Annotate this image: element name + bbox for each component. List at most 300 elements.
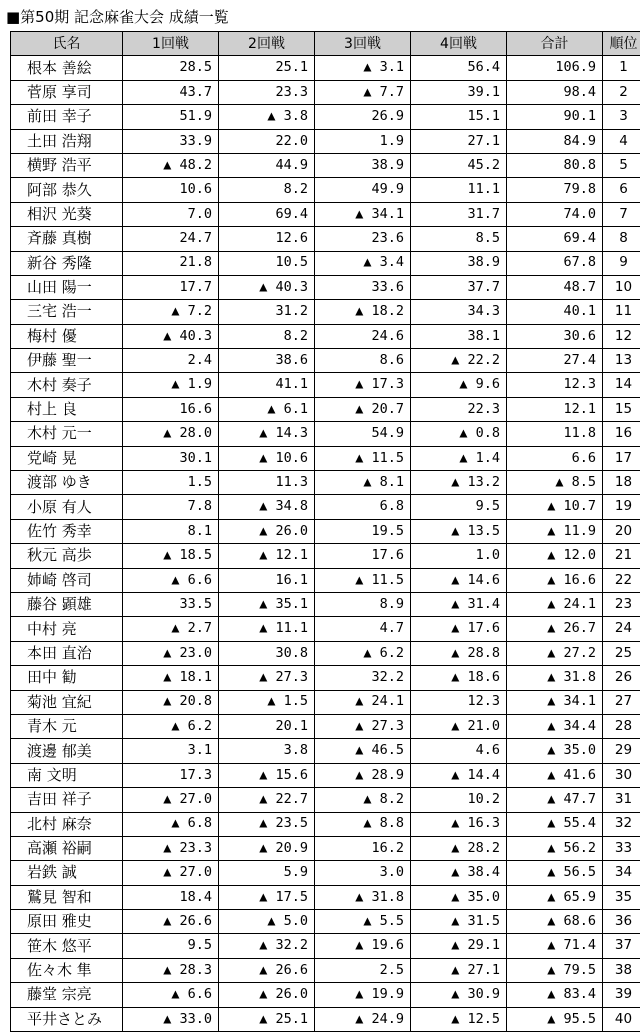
rank: 36 [603,910,640,934]
table-row [11,519,640,543]
round-3-score: 38.9 [315,153,411,177]
player-name: 藤堂 宗亮 [11,983,123,1007]
rank: 31 [603,788,640,812]
total-score: ▲ 47.7 [507,788,603,812]
round-2-score: 8.2 [219,324,315,348]
round-3-score: 4.7 [315,617,411,641]
round-2-score: 5.9 [219,861,315,885]
round-4-score: 8.5 [411,227,507,251]
round-4-score: ▲ 35.0 [411,885,507,909]
round-1-score: ▲ 28.0 [123,422,219,446]
round-3-score: 33.6 [315,275,411,299]
table-row [11,763,640,787]
round-1-score: 8.1 [123,519,219,543]
table-row [11,56,640,80]
player-name: 伊藤 聖一 [11,349,123,373]
total-score: 69.4 [507,227,603,251]
round-2-score: 8.2 [219,178,315,202]
player-name: 土田 浩翔 [11,129,123,153]
rank: 33 [603,836,640,860]
player-name: 阿部 恭久 [11,178,123,202]
round-4-score: ▲ 18.6 [411,666,507,690]
player-name: 木村 元一 [11,422,123,446]
rank: 5 [603,153,640,177]
round-2-score: ▲ 25.1 [219,1007,315,1031]
results-table [10,31,640,1032]
table-row [11,471,640,495]
round-1-score: ▲ 6.2 [123,714,219,738]
round-2-score: 20.1 [219,714,315,738]
rank: 32 [603,812,640,836]
player-name: 渡邊 郁美 [11,739,123,763]
rank: 23 [603,592,640,616]
round-3-score: 24.6 [315,324,411,348]
total-score: ▲ 34.1 [507,690,603,714]
round-2-score: ▲ 12.1 [219,544,315,568]
rank: 25 [603,641,640,665]
round-3-score: ▲ 19.6 [315,934,411,958]
round-4-score: 39.1 [411,80,507,104]
round-4-score: ▲ 28.2 [411,836,507,860]
round-1-score: 1.5 [123,471,219,495]
round-2-score: ▲ 23.5 [219,812,315,836]
player-name: 村上 良 [11,397,123,421]
player-name: 姉崎 啓司 [11,568,123,592]
total-score: 12.3 [507,373,603,397]
rank: 4 [603,129,640,153]
table-row [11,251,640,275]
round-4-score: ▲ 28.8 [411,641,507,665]
round-2-score: ▲ 27.3 [219,666,315,690]
total-score: ▲ 11.9 [507,519,603,543]
round-2-score: ▲ 11.1 [219,617,315,641]
round-4-score: ▲ 17.6 [411,617,507,641]
round-4-score: ▲ 29.1 [411,934,507,958]
header-row [11,32,640,56]
round-1-score: ▲ 40.3 [123,324,219,348]
table-row [11,958,640,982]
player-name: 鷲見 智和 [11,885,123,909]
rank: 18 [603,471,640,495]
table-row [11,910,640,934]
player-name: 党崎 晃 [11,446,123,470]
player-name: 南 文明 [11,763,123,787]
table-row [11,714,640,738]
table-row [11,934,640,958]
player-name: 吉田 祥子 [11,788,123,812]
table-row [11,300,640,324]
table-row [11,397,640,421]
player-name: 前田 幸子 [11,105,123,129]
total-score: 30.6 [507,324,603,348]
rank: 7 [603,202,640,226]
round-1-score: ▲ 1.9 [123,373,219,397]
total-score: 79.8 [507,178,603,202]
player-name: 横野 浩平 [11,153,123,177]
round-2-score: ▲ 5.0 [219,910,315,934]
round-3-score: ▲ 11.5 [315,446,411,470]
round-3-score: 1.9 [315,129,411,153]
table-row [11,80,640,104]
rank: 29 [603,739,640,763]
round-1-score: ▲ 48.2 [123,153,219,177]
rank: 12 [603,324,640,348]
round-4-score: ▲ 13.2 [411,471,507,495]
rank: 10 [603,275,640,299]
round-3-score: ▲ 3.4 [315,251,411,275]
round-1-score: 10.6 [123,178,219,202]
round-4-score: 38.1 [411,324,507,348]
round-2-score: ▲ 1.5 [219,690,315,714]
round-3-score: 19.5 [315,519,411,543]
round-2-score: ▲ 26.0 [219,519,315,543]
table-row [11,275,640,299]
header-round-3: 3回戦 [315,32,411,56]
rank: 19 [603,495,640,519]
round-1-score: 9.5 [123,934,219,958]
round-4-score: 10.2 [411,788,507,812]
round-2-score: 22.0 [219,129,315,153]
round-4-score: 22.3 [411,397,507,421]
rank: 24 [603,617,640,641]
round-2-score: 16.1 [219,568,315,592]
rank: 35 [603,885,640,909]
table-row [11,641,640,665]
table-row [11,788,640,812]
player-name: 青木 元 [11,714,123,738]
round-1-score: 43.7 [123,80,219,104]
total-score: ▲ 31.8 [507,666,603,690]
rank: 26 [603,666,640,690]
round-2-score: ▲ 3.8 [219,105,315,129]
round-1-score: ▲ 20.8 [123,690,219,714]
round-4-score: ▲ 14.6 [411,568,507,592]
rank: 30 [603,763,640,787]
round-3-score: ▲ 24.9 [315,1007,411,1031]
table-row [11,544,640,568]
round-2-score: 3.8 [219,739,315,763]
table-row [11,666,640,690]
round-1-score: 51.9 [123,105,219,129]
rank: 27 [603,690,640,714]
round-1-score: 17.3 [123,763,219,787]
rank: 34 [603,861,640,885]
header-round-4: 4回戦 [411,32,507,56]
rank: 38 [603,958,640,982]
round-2-score: ▲ 17.5 [219,885,315,909]
total-score: 12.1 [507,397,603,421]
round-1-score: 18.4 [123,885,219,909]
round-3-score: ▲ 7.7 [315,80,411,104]
round-3-score: ▲ 27.3 [315,714,411,738]
total-score: ▲ 24.1 [507,592,603,616]
round-2-score: ▲ 15.6 [219,763,315,787]
round-3-score: 8.6 [315,349,411,373]
total-score: 11.8 [507,422,603,446]
round-4-score: 27.1 [411,129,507,153]
round-1-score: 33.5 [123,592,219,616]
round-3-score: ▲ 28.9 [315,763,411,787]
round-4-score: ▲ 30.9 [411,983,507,1007]
round-1-score: 28.5 [123,56,219,80]
round-1-score: 7.8 [123,495,219,519]
player-name: 佐々木 隼 [11,958,123,982]
round-4-score: 1.0 [411,544,507,568]
table-row [11,422,640,446]
round-2-score: 30.8 [219,641,315,665]
player-name: 三宅 浩一 [11,300,123,324]
round-3-score: 16.2 [315,836,411,860]
player-name: 佐竹 秀幸 [11,519,123,543]
round-4-score: 56.4 [411,56,507,80]
table-row [11,568,640,592]
total-score: 98.4 [507,80,603,104]
player-name: 木村 奏子 [11,373,123,397]
player-name: 山田 陽一 [11,275,123,299]
header-round-1: 1回戦 [123,32,219,56]
total-score: ▲ 34.4 [507,714,603,738]
round-2-score: ▲ 35.1 [219,592,315,616]
total-score: ▲ 71.4 [507,934,603,958]
round-4-score: ▲ 1.4 [411,446,507,470]
round-4-score: ▲ 31.5 [411,910,507,934]
round-4-score: ▲ 16.3 [411,812,507,836]
round-1-score: 7.0 [123,202,219,226]
table-row [11,690,640,714]
total-score: 67.8 [507,251,603,275]
round-2-score: ▲ 40.3 [219,275,315,299]
total-score: ▲ 55.4 [507,812,603,836]
round-3-score: 32.2 [315,666,411,690]
round-3-score: ▲ 31.8 [315,885,411,909]
rank: 40 [603,1007,640,1031]
rank: 17 [603,446,640,470]
header-name: 氏名 [11,32,123,56]
round-2-score: ▲ 6.1 [219,397,315,421]
rank: 11 [603,300,640,324]
rank: 3 [603,105,640,129]
round-2-score: ▲ 32.2 [219,934,315,958]
total-score: 106.9 [507,56,603,80]
total-score: 40.1 [507,300,603,324]
player-name: 平井さとみ [11,1007,123,1031]
round-1-score: ▲ 7.2 [123,300,219,324]
total-score: 90.1 [507,105,603,129]
round-2-score: 69.4 [219,202,315,226]
round-1-score: ▲ 27.0 [123,861,219,885]
round-1-score: 17.7 [123,275,219,299]
table-row [11,885,640,909]
round-3-score: ▲ 46.5 [315,739,411,763]
player-name: 原田 雅史 [11,910,123,934]
round-4-score: 37.7 [411,275,507,299]
player-name: 藤谷 顕雄 [11,592,123,616]
player-name: 北村 麻奈 [11,812,123,836]
table-row [11,227,640,251]
table-row [11,617,640,641]
round-1-score: ▲ 33.0 [123,1007,219,1031]
player-name: 斉藤 真樹 [11,227,123,251]
round-2-score: 23.3 [219,80,315,104]
round-1-score: ▲ 6.6 [123,568,219,592]
round-4-score: 15.1 [411,105,507,129]
round-3-score: ▲ 18.2 [315,300,411,324]
round-4-score: ▲ 13.5 [411,519,507,543]
round-2-score: ▲ 14.3 [219,422,315,446]
round-3-score: ▲ 19.9 [315,983,411,1007]
table-row [11,495,640,519]
player-name: 秋元 高歩 [11,544,123,568]
round-2-score: ▲ 34.8 [219,495,315,519]
rank: 13 [603,349,640,373]
round-4-score: ▲ 21.0 [411,714,507,738]
total-score: ▲ 27.2 [507,641,603,665]
round-3-score: 26.9 [315,105,411,129]
round-2-score: 12.6 [219,227,315,251]
round-2-score: 38.6 [219,349,315,373]
table-row [11,129,640,153]
table-row [11,861,640,885]
round-4-score: ▲ 31.4 [411,592,507,616]
rank: 16 [603,422,640,446]
round-3-score: 49.9 [315,178,411,202]
header-round-2: 2回戦 [219,32,315,56]
player-name: 岩鉄 誠 [11,861,123,885]
round-4-score: ▲ 22.2 [411,349,507,373]
round-4-score: ▲ 38.4 [411,861,507,885]
round-4-score: 38.9 [411,251,507,275]
round-3-score: 23.6 [315,227,411,251]
round-4-score: ▲ 0.8 [411,422,507,446]
total-score: 27.4 [507,349,603,373]
player-name: 中村 亮 [11,617,123,641]
total-score: 74.0 [507,202,603,226]
round-4-score: 34.3 [411,300,507,324]
page-title: ■第50期 記念麻雀大会 成績一覧 [6,6,229,28]
rank: 14 [603,373,640,397]
round-4-score: 11.1 [411,178,507,202]
player-name: 根本 善絵 [11,56,123,80]
player-name: 本田 直治 [11,641,123,665]
player-name: 梅村 優 [11,324,123,348]
table-row [11,592,640,616]
round-2-score: ▲ 20.9 [219,836,315,860]
player-name: 新谷 秀隆 [11,251,123,275]
total-score: ▲ 56.5 [507,861,603,885]
table-row [11,153,640,177]
total-score: ▲ 35.0 [507,739,603,763]
round-2-score: 41.1 [219,373,315,397]
round-3-score: ▲ 8.2 [315,788,411,812]
table-row [11,202,640,226]
round-4-score: ▲ 9.6 [411,373,507,397]
round-1-score: ▲ 6.8 [123,812,219,836]
rank: 8 [603,227,640,251]
player-name: 菅原 享司 [11,80,123,104]
round-3-score: ▲ 8.8 [315,812,411,836]
rank: 9 [603,251,640,275]
total-score: ▲ 95.5 [507,1007,603,1031]
total-score: ▲ 41.6 [507,763,603,787]
round-2-score: ▲ 22.7 [219,788,315,812]
round-4-score: 9.5 [411,495,507,519]
round-1-score: ▲ 23.0 [123,641,219,665]
table-row [11,739,640,763]
total-score: 84.9 [507,129,603,153]
total-score: ▲ 65.9 [507,885,603,909]
total-score: 80.8 [507,153,603,177]
round-1-score: 21.8 [123,251,219,275]
round-1-score: ▲ 6.6 [123,983,219,1007]
total-score: ▲ 10.7 [507,495,603,519]
round-1-score: ▲ 23.3 [123,836,219,860]
table-row [11,349,640,373]
table-row [11,836,640,860]
total-score: ▲ 16.6 [507,568,603,592]
round-2-score: 11.3 [219,471,315,495]
round-2-score: 10.5 [219,251,315,275]
round-4-score: ▲ 12.5 [411,1007,507,1031]
round-3-score: ▲ 11.5 [315,568,411,592]
round-4-score: ▲ 14.4 [411,763,507,787]
rank: 37 [603,934,640,958]
round-1-score: 24.7 [123,227,219,251]
player-name: 相沢 光葵 [11,202,123,226]
round-3-score: ▲ 20.7 [315,397,411,421]
rank: 22 [603,568,640,592]
player-name: 小原 有人 [11,495,123,519]
round-4-score: 4.6 [411,739,507,763]
table-row [11,983,640,1007]
rank: 21 [603,544,640,568]
rank: 15 [603,397,640,421]
header-total: 合計 [507,32,603,56]
round-1-score: ▲ 27.0 [123,788,219,812]
round-2-score: ▲ 10.6 [219,446,315,470]
total-score: ▲ 12.0 [507,544,603,568]
player-name: 菊池 宜紀 [11,690,123,714]
round-2-score: ▲ 26.0 [219,983,315,1007]
total-score: 48.7 [507,275,603,299]
round-3-score: ▲ 17.3 [315,373,411,397]
round-4-score: 31.7 [411,202,507,226]
total-score: ▲ 83.4 [507,983,603,1007]
rank: 39 [603,983,640,1007]
player-name: 田中 勧 [11,666,123,690]
round-1-score: 3.1 [123,739,219,763]
round-3-score: 17.6 [315,544,411,568]
round-3-score: 8.9 [315,592,411,616]
rank: 2 [603,80,640,104]
rank: 28 [603,714,640,738]
round-3-score: ▲ 5.5 [315,910,411,934]
table-row [11,446,640,470]
round-1-score: ▲ 18.1 [123,666,219,690]
total-score: ▲ 8.5 [507,471,603,495]
rank: 20 [603,519,640,543]
player-name: 渡部 ゆき [11,471,123,495]
round-3-score: 54.9 [315,422,411,446]
round-3-score: ▲ 3.1 [315,56,411,80]
round-1-score: ▲ 18.5 [123,544,219,568]
table-row [11,812,640,836]
round-3-score: ▲ 6.2 [315,641,411,665]
round-2-score: ▲ 26.6 [219,958,315,982]
round-4-score: 12.3 [411,690,507,714]
rank: 1 [603,56,640,80]
round-2-score: 25.1 [219,56,315,80]
round-3-score: 3.0 [315,861,411,885]
